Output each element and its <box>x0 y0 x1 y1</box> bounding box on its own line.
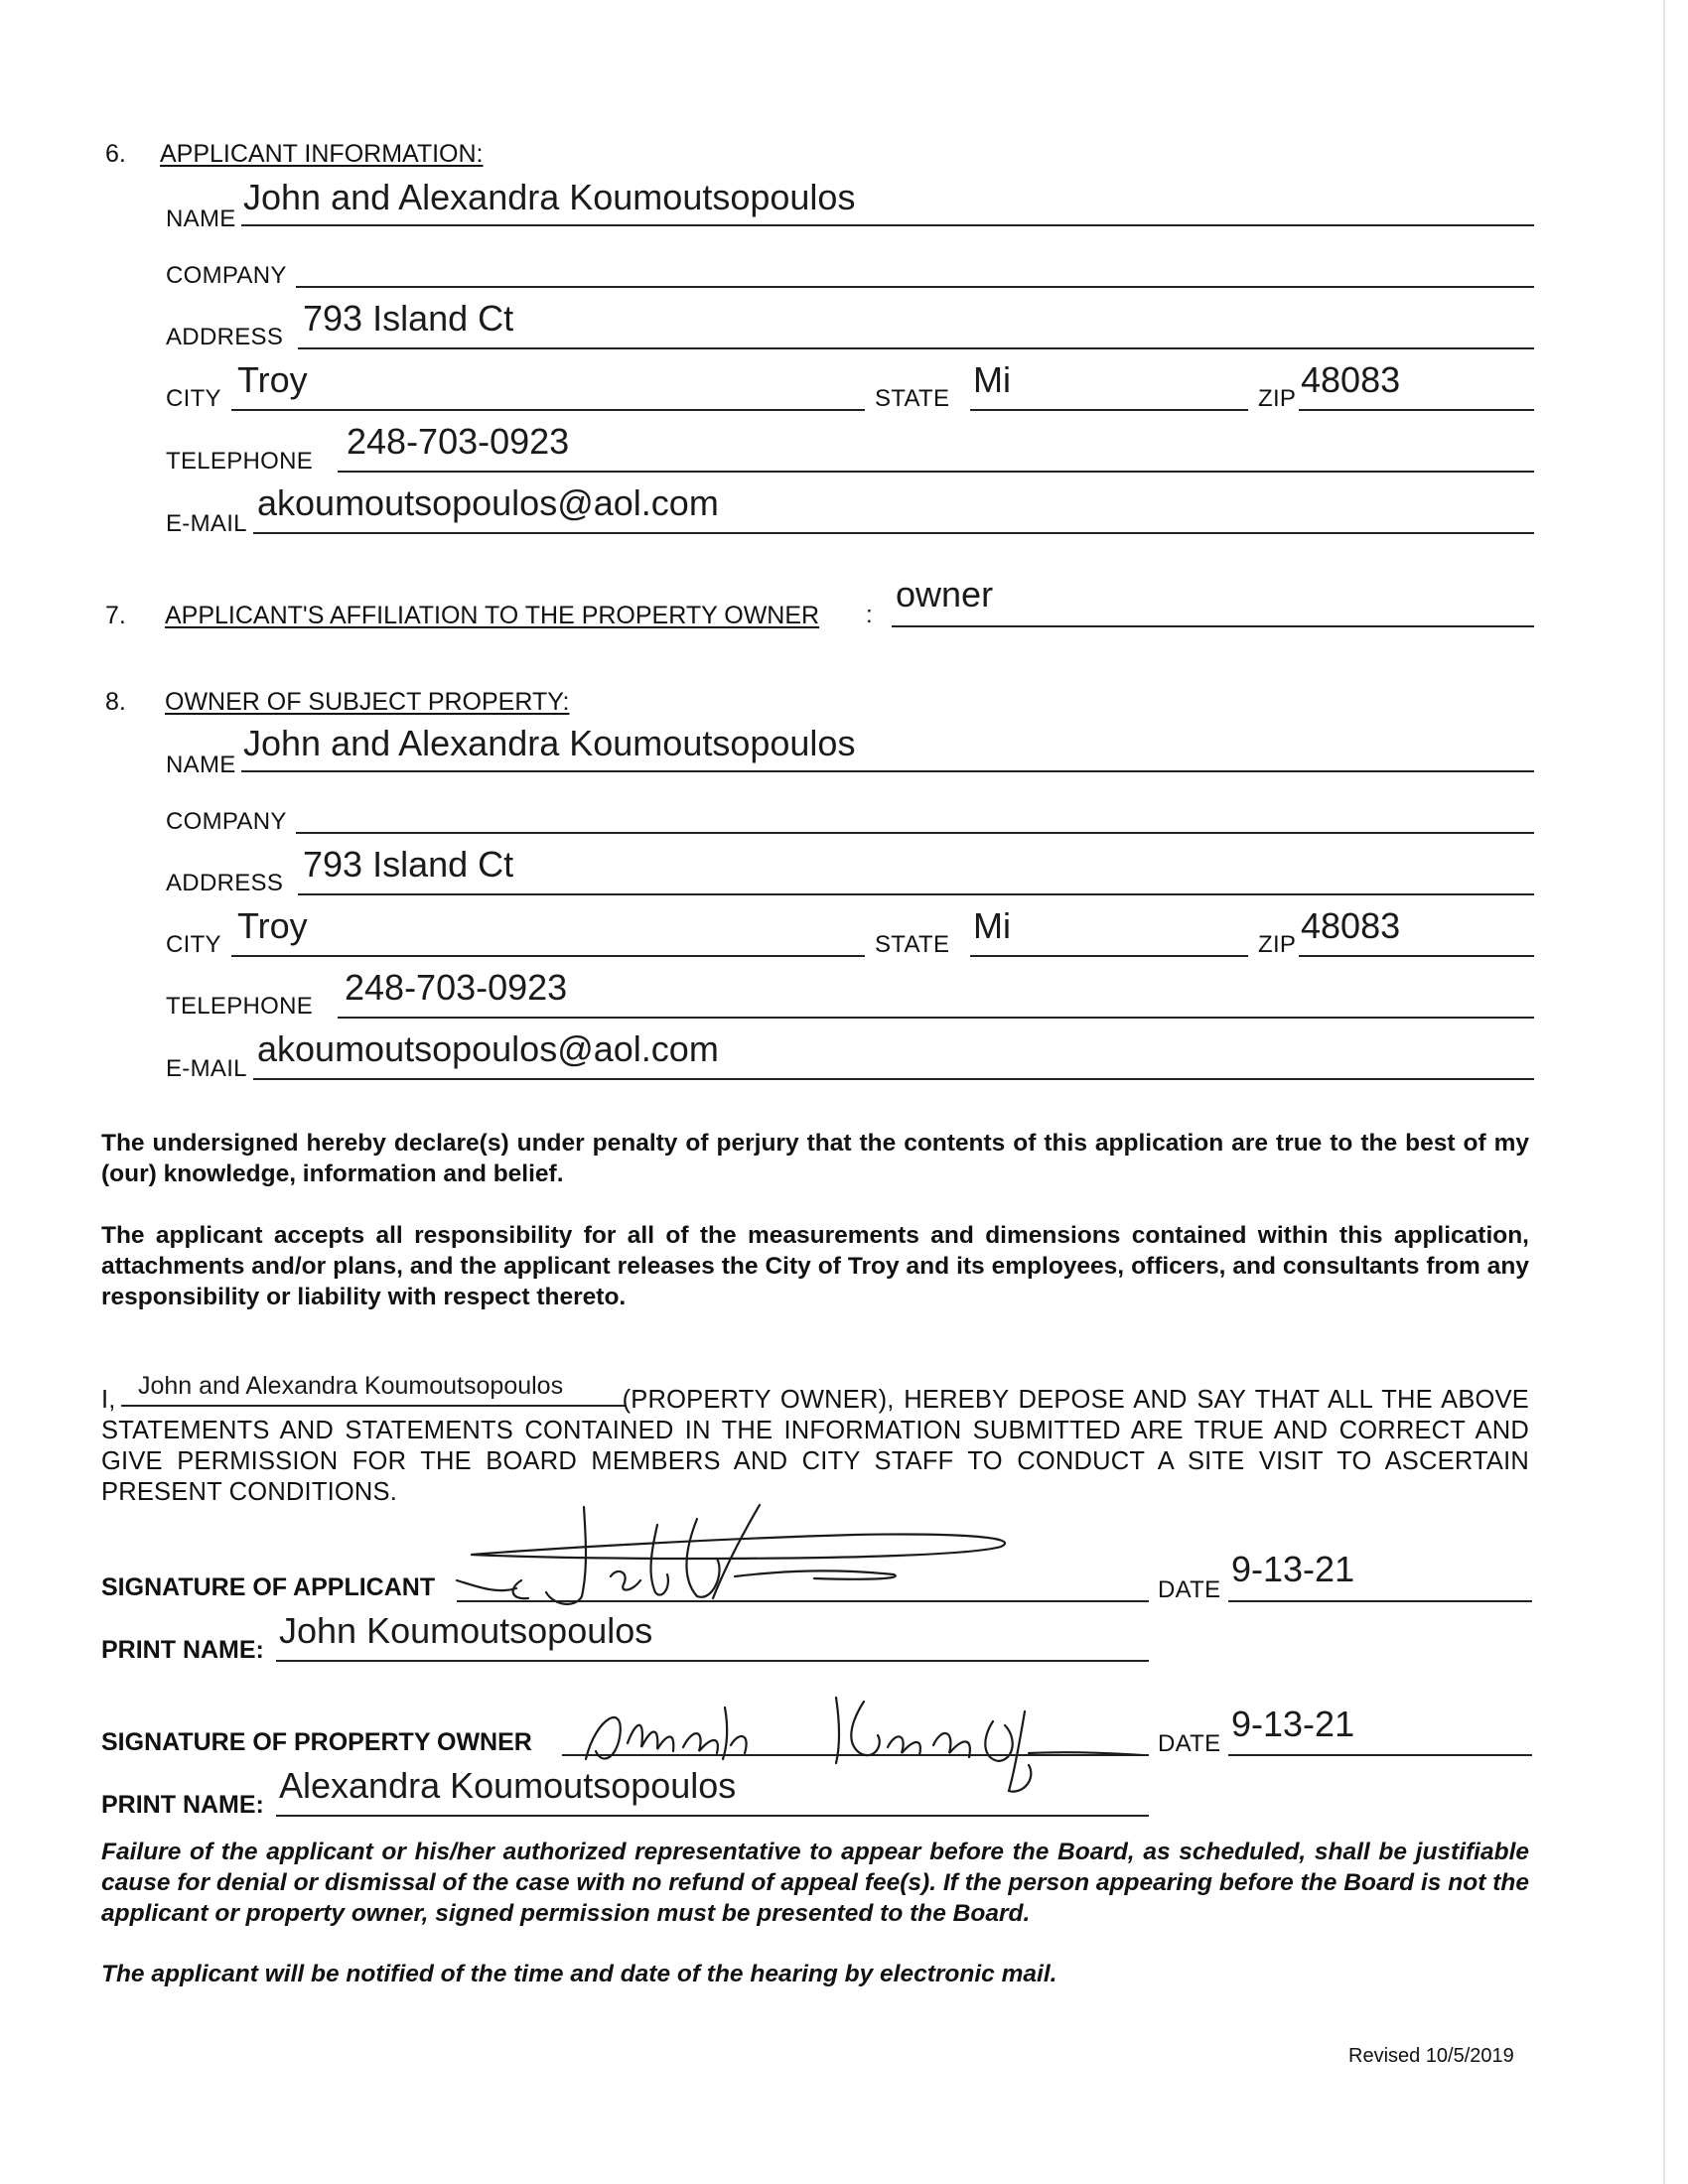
city-label: CITY <box>166 931 221 958</box>
zip-underline <box>1299 955 1534 957</box>
applicant-signature <box>437 1489 1033 1618</box>
owner-signature-label: SIGNATURE OF PROPERTY OWNER <box>101 1728 532 1756</box>
affiliation-field[interactable]: owner <box>896 574 994 614</box>
owner-date-field[interactable]: 9-13-21 <box>1231 1704 1355 1744</box>
name-label: NAME <box>166 205 236 232</box>
name-label: NAME <box>166 751 236 778</box>
applicant-city-field[interactable]: Troy <box>237 359 308 400</box>
state-underline <box>970 409 1248 411</box>
owner-zip-field[interactable]: 48083 <box>1301 905 1401 946</box>
address-underline <box>298 893 1534 895</box>
section-number: 8. <box>105 688 126 716</box>
zip-underline <box>1299 409 1534 411</box>
city-underline <box>231 955 865 957</box>
applicant-print-underline <box>276 1660 1149 1662</box>
owner-date-underline <box>1228 1754 1532 1756</box>
address-underline <box>298 347 1534 349</box>
state-label: STATE <box>875 385 950 412</box>
email-underline <box>253 532 1534 534</box>
applicant-date-field[interactable]: 9-13-21 <box>1231 1549 1355 1589</box>
applicant-email-field[interactable]: akoumoutsopoulos@aol.com <box>257 482 719 523</box>
address-label: ADDRESS <box>166 324 284 350</box>
telephone-label: TELEPHONE <box>166 993 314 1020</box>
owner-name-field[interactable]: John and Alexandra Koumoutsopoulos <box>243 723 856 763</box>
section-number: 7. <box>105 602 126 629</box>
applicant-date-underline <box>1228 1600 1532 1602</box>
affiliation-underline <box>892 625 1534 627</box>
owner-print-name-field[interactable]: Alexandra Koumoutsopoulos <box>279 1765 737 1806</box>
applicant-name-field[interactable]: John and Alexandra Koumoutsopoulos <box>243 177 856 217</box>
perjury-declaration: The undersigned hereby declare(s) under penalty of perjury that the contents of this application are true to the best of my (our) knowledge, information and belief. <box>101 1130 1529 1187</box>
company-underline <box>296 832 1534 834</box>
applicant-zip-field[interactable]: 48083 <box>1301 359 1401 400</box>
owner-print-underline <box>276 1815 1149 1817</box>
owner-address-field[interactable]: 793 Island Ct <box>303 844 514 885</box>
owner-date-label: DATE <box>1158 1730 1221 1757</box>
section-heading: APPLICANT INFORMATION: <box>160 140 484 168</box>
revised-date: Revised 10/5/2019 <box>1348 2045 1514 2067</box>
state-underline <box>970 955 1248 957</box>
owner-state-field[interactable]: Mi <box>973 905 1011 946</box>
name-underline <box>241 224 1534 226</box>
zip-label: ZIP <box>1258 931 1297 958</box>
notification-notice: The applicant will be notified of the time and date of the hearing by electronic mail. <box>101 1961 1057 1987</box>
owner-telephone-field[interactable]: 248-703-0923 <box>345 967 568 1008</box>
email-label: E-MAIL <box>166 1055 247 1082</box>
owner-print-label: PRINT NAME: <box>101 1791 264 1819</box>
company-underline <box>296 286 1534 288</box>
failure-notice: Failure of the applicant or his/her authorized representative to appear before the Board, as scheduled, shall be justifiable cause for denial or dismissal of the case with no refund of appeal fee(s). If the person appearing before the Board is not the applicant or property owner, signed permission must be presented to the Board. <box>101 1839 1529 1927</box>
applicant-signature-label: SIGNATURE OF APPLICANT <box>101 1573 436 1601</box>
affiliation-colon: : <box>866 602 873 628</box>
email-label: E-MAIL <box>166 510 247 537</box>
company-label: COMPANY <box>166 262 287 289</box>
applicant-date-label: DATE <box>1158 1576 1221 1603</box>
email-underline <box>253 1078 1534 1080</box>
state-label: STATE <box>875 931 950 958</box>
applicant-print-name-field[interactable]: John Koumoutsopoulos <box>279 1610 653 1651</box>
depose-owner-name-field[interactable]: John and Alexandra Koumoutsopoulos <box>138 1372 564 1400</box>
applicant-telephone-field[interactable]: 248-703-0923 <box>347 421 570 462</box>
city-label: CITY <box>166 385 221 412</box>
depose-body: (PROPERTY OWNER), HEREBY DEPOSE AND SAY THAT ALL THE ABOVE STATEMENTS AND STATEMENTS CONTAINED IN THE INFORMATION SUBMITTED ARE TRUE AND CORRECT AND GIVE PERMISSION FOR THE BOARD MEMBERS AND CITY STAFF TO CONDUCT A SITE VISIT TO ASCERTAIN PRESENT CONDITIONS. <box>101 1386 1529 1506</box>
applicant-print-label: PRINT NAME: <box>101 1636 264 1664</box>
owner-city-field[interactable]: Troy <box>237 905 308 946</box>
section-heading: OWNER OF SUBJECT PROPERTY: <box>165 688 570 716</box>
telephone-label: TELEPHONE <box>166 448 314 475</box>
responsibility-declaration: The applicant accepts all responsibility for all of the measurements and dimensions contained within this application, attachments and/or plans, and the applicant releases the City of Troy and its employees, officers, and consultants from any responsibility or liability with respect thereto. <box>101 1222 1529 1310</box>
city-underline <box>231 409 865 411</box>
section-heading: APPLICANT'S AFFILIATION TO THE PROPERTY OWNER <box>165 602 820 629</box>
name-underline <box>241 770 1534 772</box>
applicant-state-field[interactable]: Mi <box>973 359 1011 400</box>
telephone-underline <box>338 1017 1534 1019</box>
section-number: 6. <box>105 140 126 168</box>
applicant-address-field[interactable]: 793 Island Ct <box>303 298 514 339</box>
page-edge <box>1663 0 1665 2184</box>
company-label: COMPANY <box>166 808 287 835</box>
owner-email-field[interactable]: akoumoutsopoulos@aol.com <box>257 1028 719 1069</box>
telephone-underline <box>338 471 1534 473</box>
address-label: ADDRESS <box>166 870 284 896</box>
zip-label: ZIP <box>1258 385 1297 412</box>
depose-prefix: I, <box>101 1386 116 1414</box>
